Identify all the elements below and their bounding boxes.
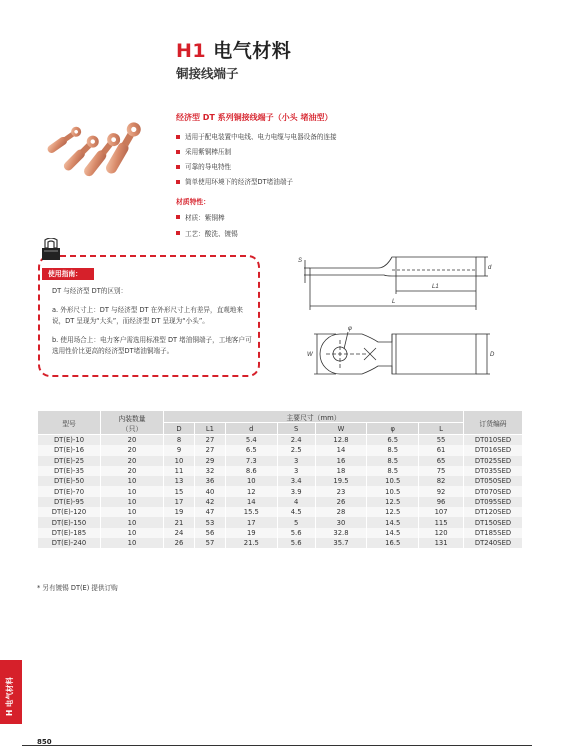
table-cell: 13 — [164, 476, 195, 486]
col-header-dims: 主要尺寸（mm） — [164, 411, 464, 423]
table-cell: 10 — [101, 507, 164, 517]
table-cell: DT(E)-10 — [38, 435, 101, 446]
table-cell: 5.4 — [225, 435, 277, 446]
feature-item: 简单使用环境下的经济型DT堵油端子 — [176, 175, 337, 190]
table-cell: 17 — [164, 497, 195, 507]
dim-header-cell: W — [315, 423, 367, 435]
table-cell: DT025SED — [464, 456, 523, 466]
table-cell: 21 — [164, 517, 195, 527]
table-cell: 14.5 — [367, 517, 419, 527]
table-cell: 10 — [101, 486, 164, 496]
table-cell: DT150SED — [464, 517, 523, 527]
table-cell: 21.5 — [225, 538, 277, 548]
table-cell: 75 — [419, 466, 464, 476]
table-cell: 47 — [194, 507, 225, 517]
dim-label-phi: φ — [348, 326, 352, 332]
product-title: 经济型 DT 系列铜接线端子（小头 堵油型） — [176, 113, 333, 122]
feature-item: 采用紫铜棒压制 — [176, 145, 337, 160]
table-cell: 14.5 — [367, 528, 419, 538]
table-cell: 27 — [194, 445, 225, 455]
spec-table-body — [38, 435, 523, 549]
table-cell: 32 — [194, 466, 225, 476]
feature-item: 适用于配电装置中电线、电力电缆与电器设备的连接 — [176, 130, 337, 145]
table-cell: 8.6 — [225, 466, 277, 476]
table-row — [38, 507, 523, 517]
table-cell: 65 — [419, 456, 464, 466]
table-row — [38, 466, 523, 476]
dim-label-l1: L1 — [432, 284, 439, 290]
table-cell: 6.5 — [225, 445, 277, 455]
table-cell: 15.5 — [225, 507, 277, 517]
table-cell: DT016SED — [464, 445, 523, 455]
table-cell: 3 — [277, 456, 315, 466]
table-cell: DT185SED — [464, 528, 523, 538]
table-cell: 92 — [419, 486, 464, 496]
guide-heading: DT 与经济型 DT的区别： — [52, 287, 128, 295]
table-cell: DT095SED — [464, 497, 523, 507]
table-cell: 4 — [277, 497, 315, 507]
feature-list — [176, 130, 337, 190]
table-cell: 10 — [225, 476, 277, 486]
table-row — [38, 435, 523, 446]
table-cell: 8 — [164, 435, 195, 446]
material-item: 材质：紫铜棒 — [176, 210, 238, 226]
table-cell: 15 — [164, 486, 195, 496]
footnote: * 另有镀锡 DT(E) 提供订购 — [37, 584, 118, 592]
table-cell: 19 — [164, 507, 195, 517]
table-row — [38, 445, 523, 455]
dim-header-cell: φ — [367, 423, 419, 435]
table-row — [38, 517, 523, 527]
table-cell: 55 — [419, 435, 464, 446]
table-cell: 32.8 — [315, 528, 367, 538]
table-cell: 57 — [194, 538, 225, 548]
table-cell: 17 — [225, 517, 277, 527]
table-cell: DT(E)-50 — [38, 476, 101, 486]
table-cell: 36 — [194, 476, 225, 486]
table-cell: 27 — [194, 435, 225, 446]
dim-label-w: W — [307, 352, 313, 358]
dim-header-cell: S — [277, 423, 315, 435]
table-cell: 53 — [194, 517, 225, 527]
col-header-qty — [101, 411, 164, 435]
table-cell: 20 — [101, 445, 164, 455]
table-cell: DT070SED — [464, 486, 523, 496]
table-cell: DT(E)-16 — [38, 445, 101, 455]
table-cell: DT(E)-25 — [38, 456, 101, 466]
table-cell: 42 — [194, 497, 225, 507]
col-header-qty-unit: （只） — [121, 424, 143, 433]
table-cell: 10.5 — [367, 486, 419, 496]
table-cell: 18 — [315, 466, 367, 476]
usage-guide-tab: 使用指南： — [42, 268, 94, 280]
table-cell: 10 — [101, 517, 164, 527]
table-cell: 10 — [101, 497, 164, 507]
table-cell: DT050SED — [464, 476, 523, 486]
table-cell: 11 — [164, 466, 195, 476]
table-row — [38, 497, 523, 507]
table-cell: 7.3 — [225, 456, 277, 466]
table-cell: 56 — [194, 528, 225, 538]
table-cell: DT(E)-95 — [38, 497, 101, 507]
dim-label-l: L — [392, 299, 396, 305]
table-cell: 26 — [164, 538, 195, 548]
table-cell: 5.6 — [277, 538, 315, 548]
dim-header-cell: d — [225, 423, 277, 435]
page-title — [176, 36, 291, 63]
material-heading: 材质特性： — [176, 198, 210, 206]
table-cell: 82 — [419, 476, 464, 486]
table-cell: 14 — [225, 497, 277, 507]
table-cell: 14 — [315, 445, 367, 455]
dim-header-cell: L1 — [194, 423, 225, 435]
table-cell: 8.5 — [367, 466, 419, 476]
table-row — [38, 486, 523, 496]
section-title: 电气材料 — [213, 40, 292, 62]
section-side-tab — [0, 660, 22, 724]
table-cell: 107 — [419, 507, 464, 517]
table-cell: DT240SED — [464, 538, 523, 548]
col-header-model: 型号 — [38, 411, 101, 435]
table-cell: DT035SED — [464, 466, 523, 476]
table-cell: 16 — [315, 456, 367, 466]
spec-table — [37, 410, 523, 548]
table-cell: DT010SED — [464, 435, 523, 446]
table-cell: DT120SED — [464, 507, 523, 517]
table-cell: 29 — [194, 456, 225, 466]
section-code: H1 — [176, 40, 207, 62]
table-cell: 19.5 — [315, 476, 367, 486]
table-cell: 2.4 — [277, 435, 315, 446]
table-cell: 35.7 — [315, 538, 367, 548]
table-cell: 10.5 — [367, 476, 419, 486]
table-cell: 10 — [101, 476, 164, 486]
table-cell: 10 — [164, 456, 195, 466]
feature-item: 可靠的导电特性 — [176, 160, 337, 175]
table-cell: 28 — [315, 507, 367, 517]
dim-label-s: S — [298, 258, 303, 264]
table-cell: 8.5 — [367, 456, 419, 466]
table-cell: DT(E)-35 — [38, 466, 101, 476]
table-cell: 3 — [277, 466, 315, 476]
table-cell: 10 — [101, 538, 164, 548]
table-cell: 3.4 — [277, 476, 315, 486]
table-cell: DT(E)-240 — [38, 538, 101, 548]
table-cell: DT(E)-120 — [38, 507, 101, 517]
table-cell: 3.9 — [277, 486, 315, 496]
side-tab-label: H 电气材料 — [5, 677, 14, 716]
col-header-qty-label: 内装数量 — [118, 414, 146, 423]
table-cell: DT(E)-150 — [38, 517, 101, 527]
guide-para-a: a. 外形尺寸上：DT 与经济型 DT 在外形尺寸上有差异，直观地来说，DT 呈现为“大头”，而经济型 DT 呈现为“小头”。 — [52, 306, 243, 325]
table-cell: 16.5 — [367, 538, 419, 548]
dim-label-d-large: D — [490, 352, 495, 358]
table-cell: 24 — [164, 528, 195, 538]
footer-rule — [22, 745, 532, 746]
dim-label-d-small: d — [488, 265, 492, 271]
table-cell: 20 — [101, 435, 164, 446]
table-cell: 12.8 — [315, 435, 367, 446]
table-cell: 5 — [277, 517, 315, 527]
material-item: 工艺：酸洗、镀锡 — [176, 226, 238, 242]
table-cell: 131 — [419, 538, 464, 548]
table-row — [38, 476, 523, 486]
dim-header-cell: L — [419, 423, 464, 435]
col-header-code: 订货编码 — [464, 411, 523, 435]
dim-header-cell: D — [164, 423, 195, 435]
table-cell: 5.6 — [277, 528, 315, 538]
table-cell: 12 — [225, 486, 277, 496]
table-cell: 40 — [194, 486, 225, 496]
table-cell: 9 — [164, 445, 195, 455]
table-cell: 4.5 — [277, 507, 315, 517]
table-cell: 23 — [315, 486, 367, 496]
table-cell: DT(E)-70 — [38, 486, 101, 496]
table-cell: 20 — [101, 466, 164, 476]
table-cell: DT(E)-185 — [38, 528, 101, 538]
table-row — [38, 456, 523, 466]
table-cell: 30 — [315, 517, 367, 527]
table-cell: 2.5 — [277, 445, 315, 455]
material-list — [176, 210, 238, 242]
table-row — [38, 538, 523, 548]
table-cell: 115 — [419, 517, 464, 527]
product-photo — [38, 108, 158, 188]
page-subtitle: 铜接线端子 — [176, 66, 239, 81]
usage-guide-text — [52, 286, 252, 365]
table-cell: 6.5 — [367, 435, 419, 446]
side-view-drawing — [296, 248, 511, 314]
guide-para-b: b. 使用场合上：电力客户需选用标准型 DT 堵油铜端子，工地客户可选用性价比更高的经济型DT堵油铜端子。 — [52, 336, 252, 355]
table-cell: 96 — [419, 497, 464, 507]
table-cell: 12.5 — [367, 497, 419, 507]
page-number: 850 — [37, 738, 52, 746]
table-row — [38, 528, 523, 538]
table-cell: 61 — [419, 445, 464, 455]
table-cell: 12.5 — [367, 507, 419, 517]
table-cell: 26 — [315, 497, 367, 507]
table-cell: 20 — [101, 456, 164, 466]
table-cell: 8.5 — [367, 445, 419, 455]
binder-clip-icon — [40, 238, 62, 264]
table-cell: 10 — [101, 528, 164, 538]
top-view-drawing — [296, 320, 511, 382]
table-cell: 19 — [225, 528, 277, 538]
table-cell: 120 — [419, 528, 464, 538]
